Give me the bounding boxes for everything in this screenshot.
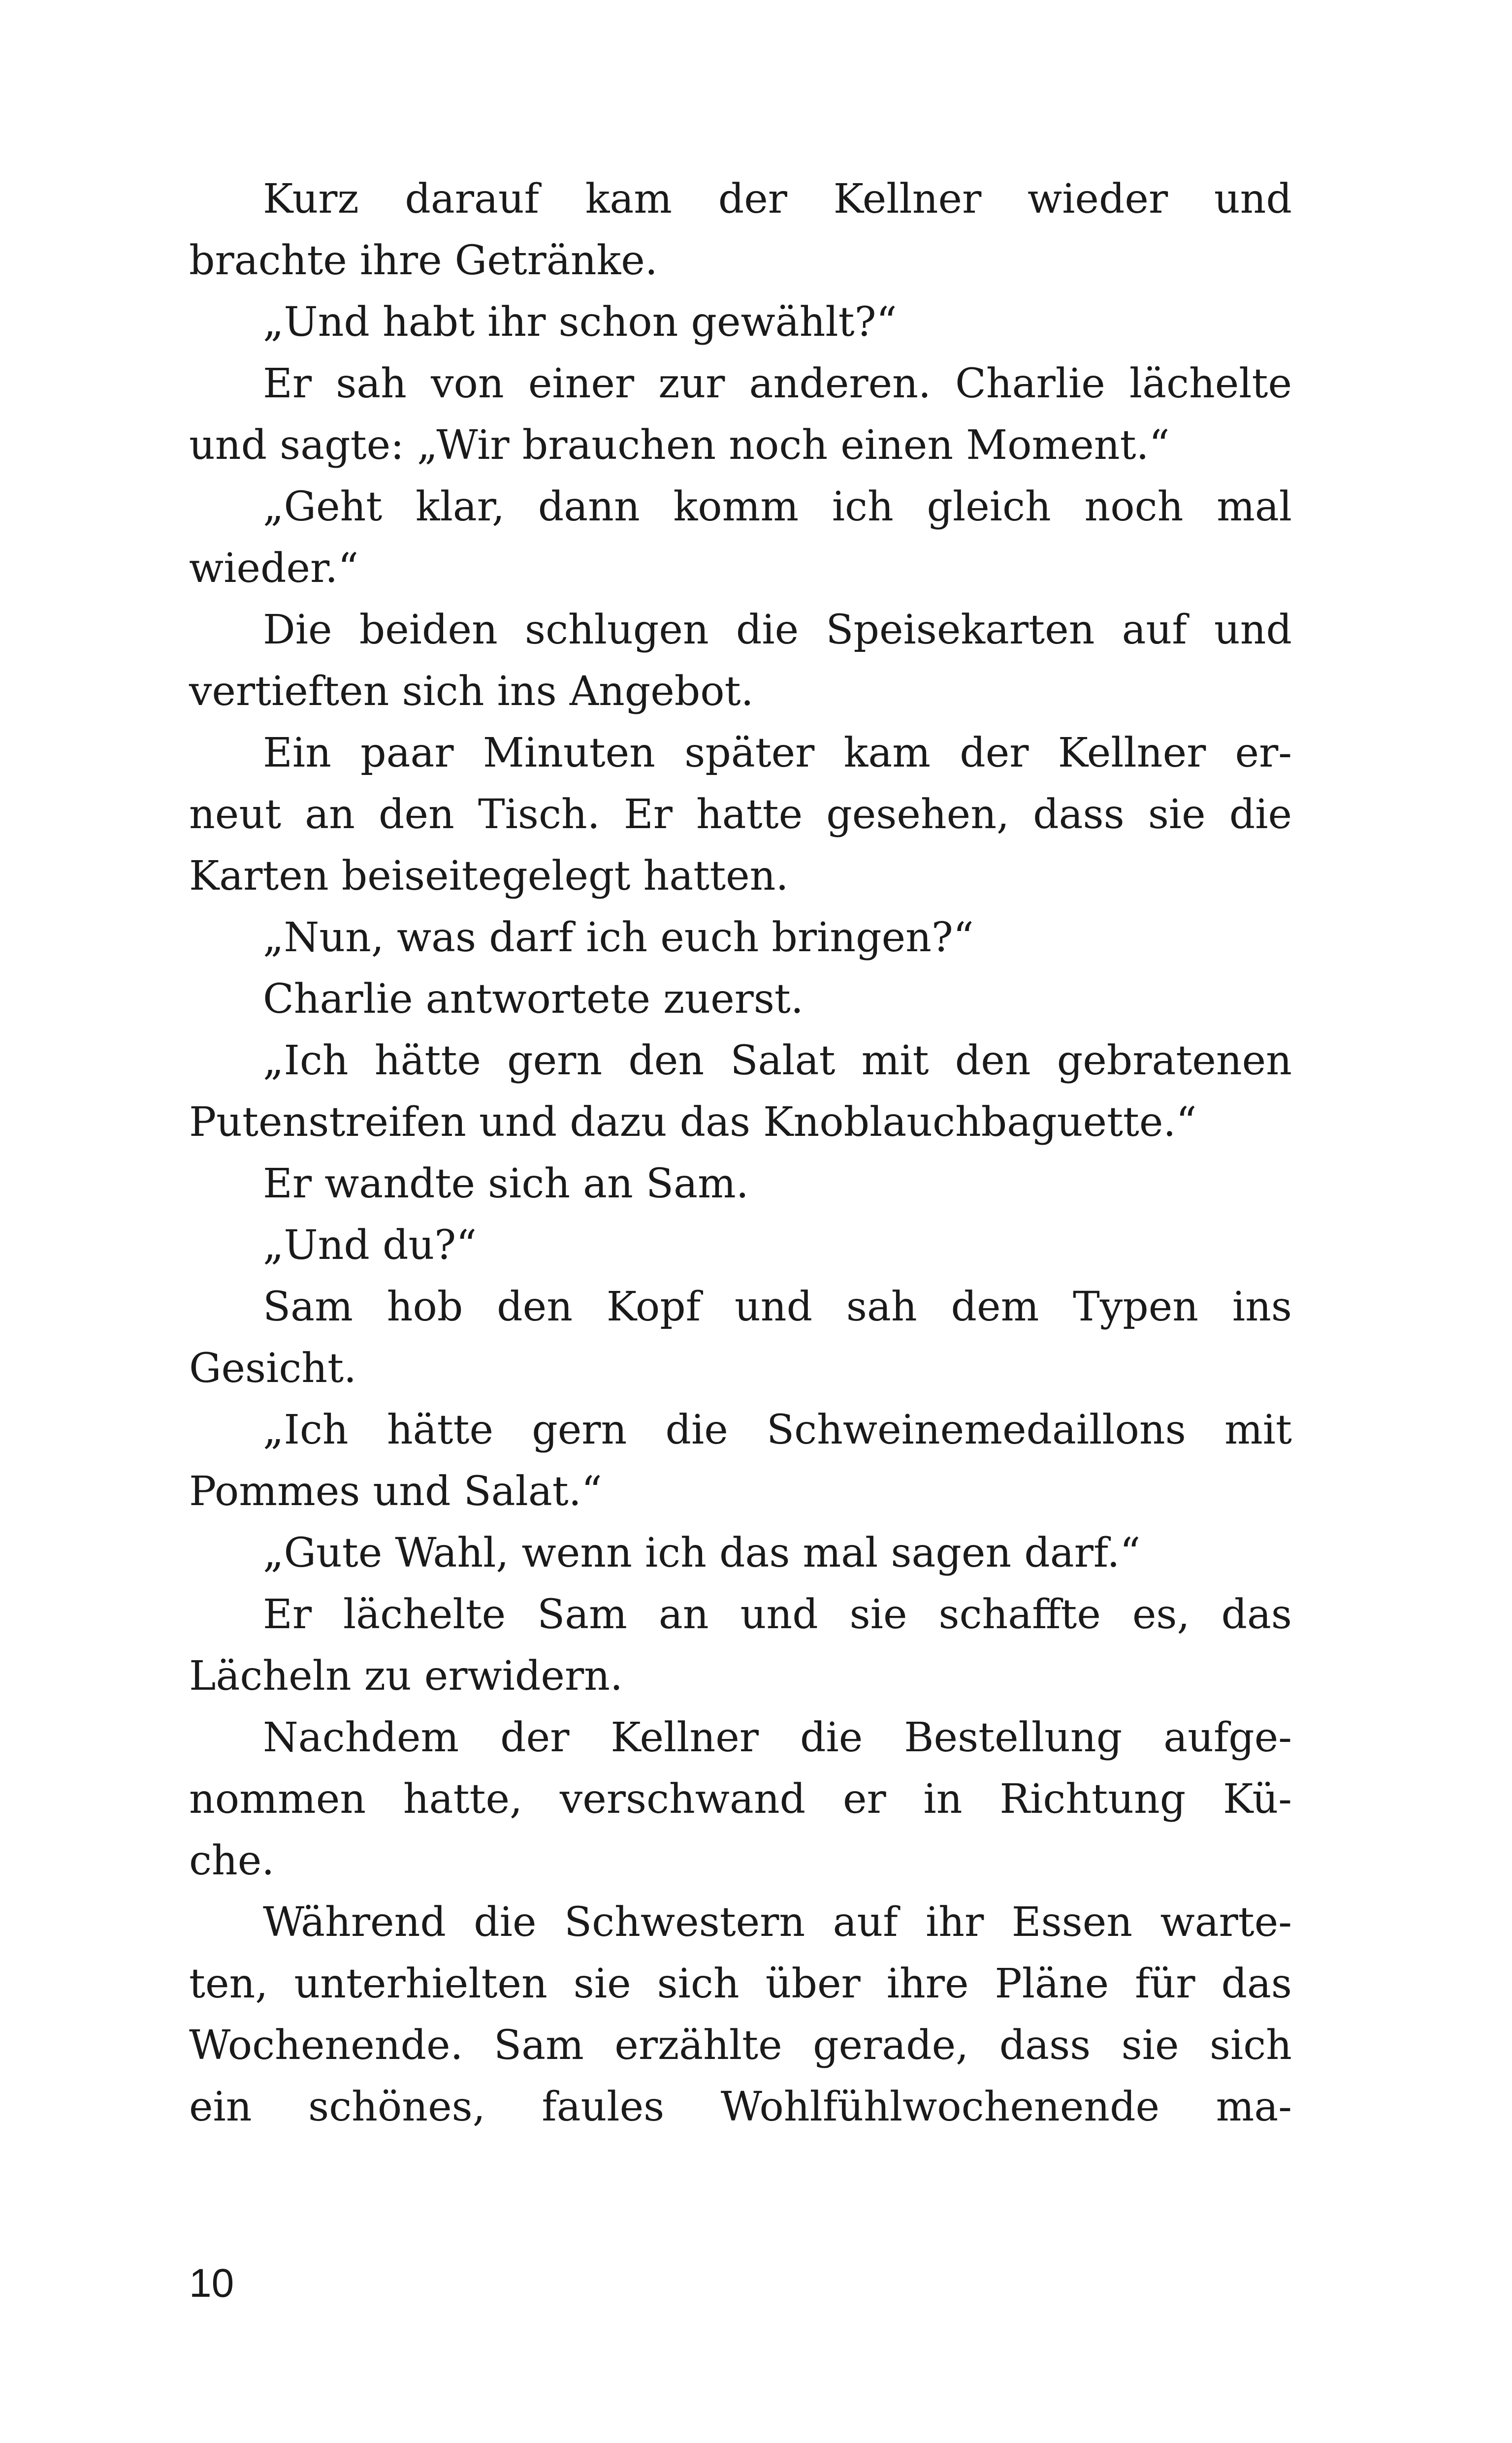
text-line: Ein paar Minuten später kam der Kellner er- xyxy=(263,730,1292,776)
text-line: „Gute Wahl, wenn ich das mal sagen darf.“ xyxy=(263,1530,1141,1576)
text-line: Während die Schwestern auf ihr Essen warte- xyxy=(263,1899,1292,1946)
text-line: Er sah von einer zur anderen. Charlie lächelte xyxy=(263,360,1292,407)
text-line: und sagte: „Wir brauchen noch einen Moment.“ xyxy=(189,422,1170,469)
body-text xyxy=(189,168,1292,2138)
text-line: Putenstreifen und dazu das Knoblauchbaguette.“ xyxy=(189,1099,1197,1146)
text-line: Er wandte sich an Sam. xyxy=(263,1160,749,1207)
text-line: Kurz darauf kam der Kellner wieder und xyxy=(263,176,1292,223)
text-line: „Ich hätte gern den Salat mit den gebratenen xyxy=(263,1037,1292,1084)
text-line: ten, unterhielten sie sich über ihre Pläne für das xyxy=(189,1961,1292,2007)
text-line: „Ich hätte gern die Schweinemedaillons mit xyxy=(263,1407,1292,1453)
text-line: Nachdem der Kellner die Bestellung aufge- xyxy=(263,1714,1292,1761)
text-line: che. xyxy=(189,1837,275,1884)
text-line: Die beiden schlugen die Speisekarten auf und xyxy=(263,607,1292,653)
text-line: Gesicht. xyxy=(189,1345,357,1392)
page-number: 10 xyxy=(189,2261,234,2306)
text-line: neut an den Tisch. Er hatte gesehen, dass sie die xyxy=(189,791,1292,838)
text-line: „Geht klar, dann komm ich gleich noch mal xyxy=(263,483,1292,530)
text-line: „Nun, was darf ich euch bringen?“ xyxy=(263,914,974,961)
text-line: Lächeln zu erwidern. xyxy=(189,1653,623,1700)
text-line: „Und du?“ xyxy=(263,1222,477,1269)
text-line: Pommes und Salat.“ xyxy=(189,1468,602,1515)
text-line: Sam hob den Kopf und sah dem Typen ins xyxy=(263,1284,1292,1330)
text-line: nommen hatte, verschwand er in Richtung Kü- xyxy=(189,1776,1292,1823)
text-line: Karten beiseitegelegt hatten. xyxy=(189,853,789,900)
text-line: Er lächelte Sam an und sie schaffte es, das xyxy=(263,1591,1292,1638)
text-line: Charlie antwortete zuerst. xyxy=(263,976,804,1023)
text-line: brachte ihre Getränke. xyxy=(189,237,658,284)
text-line: vertieften sich ins Angebot. xyxy=(189,668,754,715)
text-line: „Und habt ihr schon gewählt?“ xyxy=(263,299,897,346)
text-line: wieder.“ xyxy=(189,545,359,592)
text-line: Wochenende. Sam erzählte gerade, dass sie sich xyxy=(189,2022,1292,2069)
text-line: ein schönes, faules Wohlfühlwochenende ma- xyxy=(189,2084,1292,2130)
